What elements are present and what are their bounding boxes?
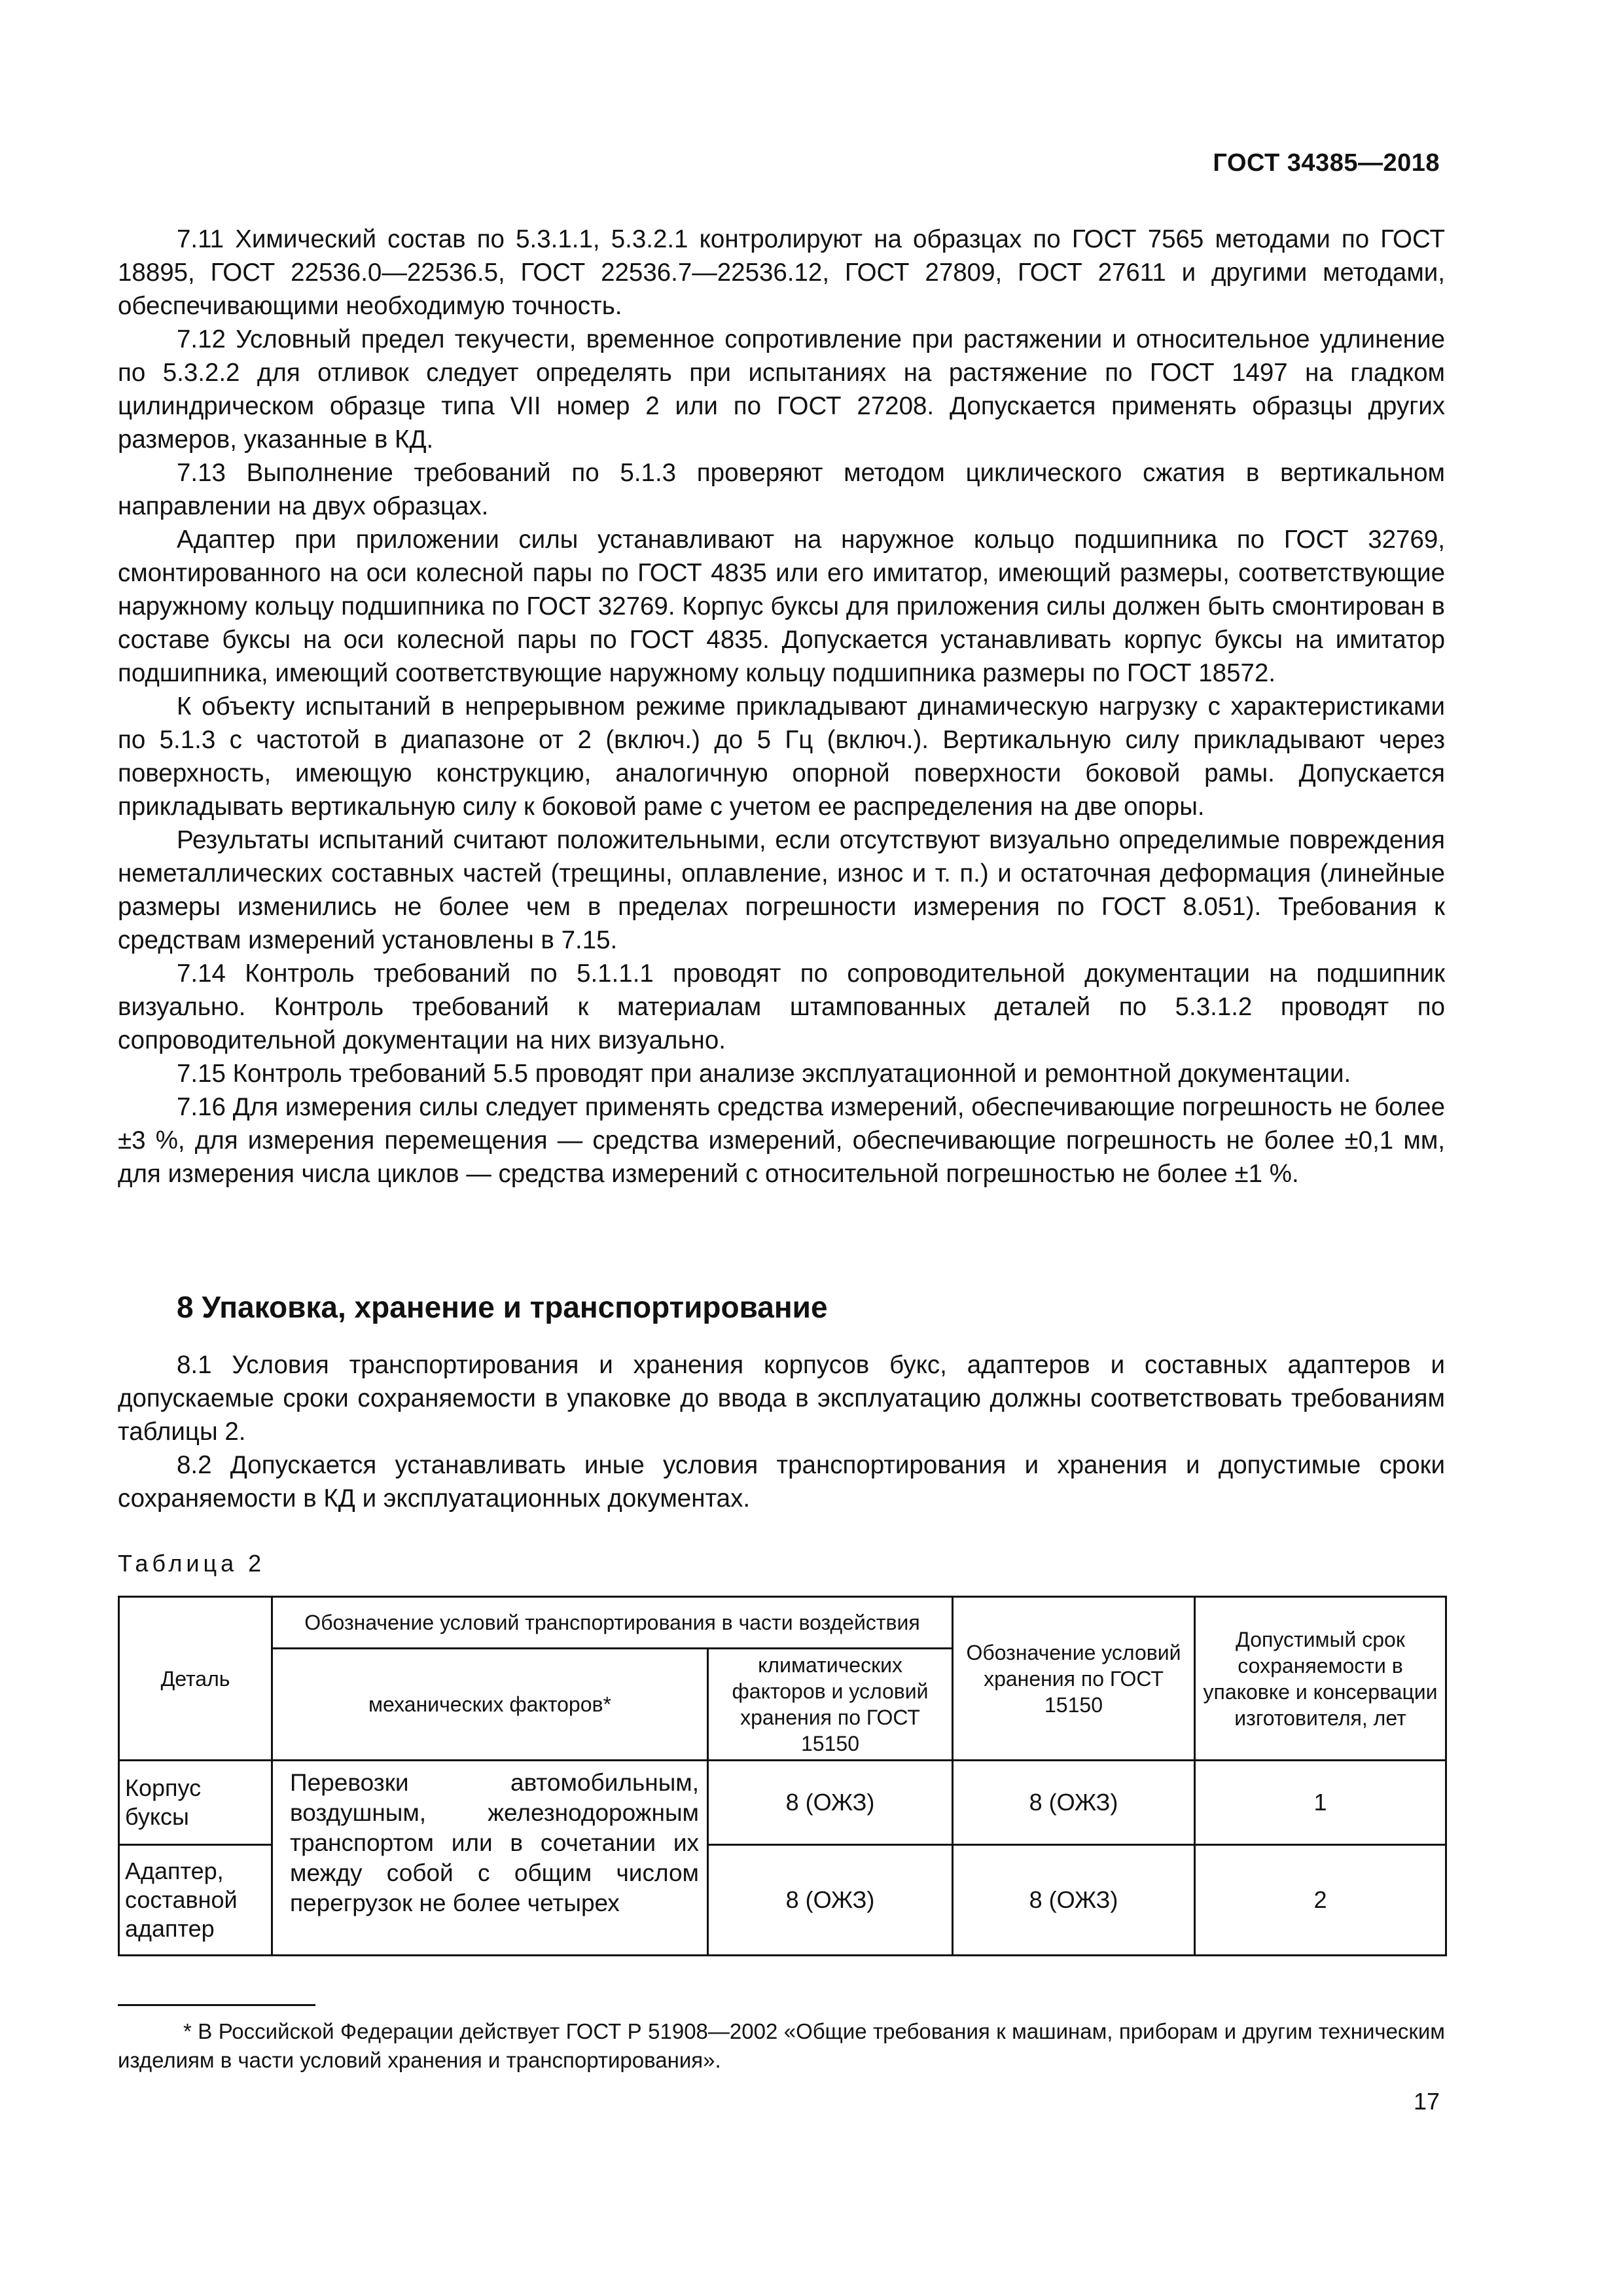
paragraph-8-1: 8.1 Условия транспортирования и хранения корпусов букс, адаптеров и составных адаптеров и допускаемые сроки сохраняемости в упаковке до ввода в эксплуатацию должны соответствовать требованиям таблицы 2. — [118, 1351, 1445, 1446]
document-id: ГОСТ 34385—2018 — [1213, 149, 1440, 177]
header-storage: Обозначение условий хранения по ГОСТ 15150 — [953, 1597, 1195, 1761]
table-caption: Таблица 2 — [118, 1550, 266, 1577]
header-mechanical: механических факторов* — [272, 1649, 708, 1761]
footnote: * В Российской Федерации действует ГОСТ Р 51908—2002 «Общие требования к машинам, приборам и другим техническим изделиям в части условий хранения и транспортирования». — [118, 2019, 1445, 2072]
footnote-divider — [118, 2004, 315, 2006]
table-row — [119, 1761, 1446, 1845]
table-2 — [118, 1596, 1447, 1956]
row-climatic: 8 (ОЖЗ) — [708, 1761, 953, 1845]
paragraph-7-16: 7.16 Для измерения силы следует применять средства измерений, обеспечивающие погрешность не более ±3 %, для измерения перемещения — средства измерений, обеспечивающие погрешность не более ±0,1 мм, для измерения числа циклов — средства измерений с относительной погрешностью не более ±1 %. — [118, 1093, 1445, 1188]
mechanical-conditions: Перевозки автомобильным, воздушным, железнодорожным транспортом или в сочетании их между собой с общим числом перегрузок не более четырех — [272, 1761, 708, 1956]
paragraph-7-14: 7.14 Контроль требований по 5.1.1.1 проводят по сопроводительной документации на подшипник визуально. Контроль требований к материалам штампованных деталей по 5.3.1.2 проводят по сопроводительной документации на них визуально. — [118, 960, 1445, 1054]
paragraph-7-11: 7.11 Химический состав по 5.3.1.1, 5.3.2.1 контролируют на образцах по ГОСТ 7565 методами по ГОСТ 18895, ГОСТ 22536.0—22536.5, ГОСТ 22536.7—22536.12, ГОСТ 27809, ГОСТ 27611 и другими методами, обеспечивающими необходимую точность. — [118, 225, 1445, 320]
paragraph-adapter: Адаптер при приложении силы устанавливают на наружное кольцо подшипника по ГОСТ 32769, смонтированного на оси колесной пары по ГОСТ 4835 или его имитатор, имеющий размеры, соответствующие наружному кольцу подшипника по ГОСТ 32769. Корпус буксы для приложения силы должен быть смонтирован в составе буксы на оси колесной пары по ГОСТ 4835. Допускается устанавливать корпус буксы на имитатор подшипника, имеющий соответствующие наружному кольцу подшипника размеры по ГОСТ 18572. — [118, 526, 1445, 687]
row-climatic: 8 (ОЖЗ) — [708, 1845, 953, 1956]
page-number: 17 — [1413, 2088, 1440, 2115]
header-shelf-life: Допустимый срок сохраняемости в упаковке и консервации изготовителя, лет — [1195, 1597, 1446, 1761]
paragraph-7-12: 7.12 Условный предел текучести, временное сопротивление при растяжении и относительное удлинение по 5.3.2.2 для отливок следует определять при испытаниях на растяжение по ГОСТ 1497 на гладком цилиндрическом образце типа VII номер 2 или по ГОСТ 27208. Допускается применять образцы других размеров, указанные в КД. — [118, 325, 1445, 454]
section-8-heading: 8 Упаковка, хранение и транспортирование — [177, 1290, 828, 1324]
row-shelf-life: 1 — [1195, 1761, 1446, 1845]
paragraph-8-2: 8.2 Допускается устанавливать иные условия транспортирования и хранения и допустимые сроки сохраняемости в КД и эксплуатационных документах. — [118, 1451, 1445, 1513]
section-8-text — [118, 1348, 1445, 1515]
row-shelf-life: 2 — [1195, 1845, 1446, 1956]
section-7-text — [118, 223, 1445, 1191]
paragraph-results: Результаты испытаний считают положительными, если отсутствуют визуально определимые повреждения неметаллических составных частей (трещины, оплавление, износ и т. п.) и остаточная деформация (линейные размеры изменились не более чем в пределах погрешности измерения по ГОСТ 8.051). Требования к средствам измерений установлены в 7.15. — [118, 826, 1445, 954]
row-storage: 8 (ОЖЗ) — [953, 1845, 1195, 1956]
header-transport-group: Обозначение условий транспортирования в части воздействия — [272, 1597, 953, 1649]
paragraph-7-15: 7.15 Контроль требований 5.5 проводят при анализе эксплуатационной и ремонтной документации. — [177, 1060, 1351, 1088]
paragraph-load: К объекту испытаний в непрерывном режиме прикладывают динамическую нагрузку с характеристиками по 5.1.3 с частотой в диапазоне от 2 (включ.) до 5 Гц (включ.). Вертикальную силу прикладывают через поверхность, имеющую конструкцию, аналогичную опорной поверхности боковой рамы. Допускается прикладывать вертикальную силу к боковой раме с учетом ее распределения на две опоры. — [118, 692, 1445, 821]
header-detail: Деталь — [119, 1597, 272, 1761]
row-storage: 8 (ОЖЗ) — [953, 1761, 1195, 1845]
row-detail: Адаптер, составной адаптер — [119, 1845, 272, 1956]
header-climatic: климатических факторов и условий хранения по ГОСТ 15150 — [708, 1649, 953, 1761]
row-detail: Корпус буксы — [119, 1761, 272, 1845]
paragraph-7-13: 7.13 Выполнение требований по 5.1.3 проверяют методом циклического сжатия в вертикальном направлении на двух образцах. — [118, 459, 1445, 520]
